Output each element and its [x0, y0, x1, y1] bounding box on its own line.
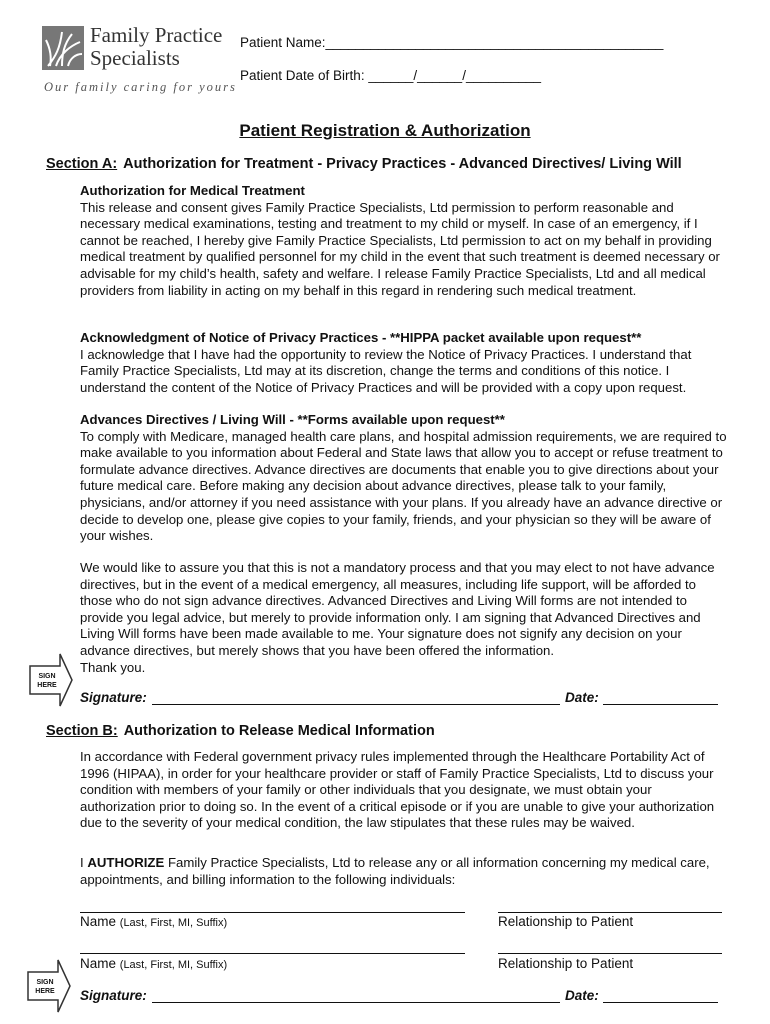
name-line-2[interactable]	[80, 953, 465, 954]
privacy-text: I acknowledge that I have had the opportunity to review the Notice of Privacy Practices. I understand that Family Practice Specialists, Ltd may at its discretion, change the terms and conditions of this notice. I understand the content of the Notice of Privacy Practices and will be provided with a copy upon request.	[80, 346, 692, 395]
section-b-intro-text: In accordance with Federal government privacy rules implemented through the Healthcare Portability Act of 1996 (HIPAA), in order for your healthcare provider or staff of Family Practice Specialists, Ltd to discuss your condition with members of your family or other individuals that you designate, we must obtain your authorization prior to doing so. In the event of a critical episode or if you are unable to give your authorization due to the severity of your medical condition, the law stipulates that these rules may be waived.	[80, 749, 715, 831]
date-b-line[interactable]	[603, 1002, 718, 1003]
sign-here-label-a: SIGN HERE	[37, 673, 57, 689]
patient-name-field[interactable]	[240, 35, 663, 50]
signature-b-line[interactable]	[152, 1002, 560, 1003]
directives-block	[80, 412, 730, 545]
section-a-title: Authorization for Treatment - Privacy Practices - Advanced Directives/ Living Will	[123, 156, 682, 172]
treatment-title: Authorization for Medical Treatment	[80, 183, 305, 198]
date-a-line[interactable]	[603, 704, 718, 705]
thank-you-text: Thank you.	[80, 659, 146, 675]
relationship-line-1[interactable]	[498, 912, 722, 913]
patient-name-blank[interactable]: _____________________________________________	[325, 35, 664, 50]
dob-blank[interactable]: ______/______/__________	[368, 68, 542, 83]
authorize-text: Family Practice Specialists, Ltd to release any or all information concerning my medical care, appointments, and billing information to the following individuals:	[80, 855, 710, 887]
signature-b-label: Signature:	[80, 988, 147, 1003]
authorize-word: AUTHORIZE	[87, 855, 165, 870]
relationship-label-1: Relationship to Patient	[498, 914, 634, 929]
logo-name-line2: Specialists	[90, 46, 180, 70]
logo-tagline: Our family caring for yours	[44, 80, 237, 94]
name-line-1[interactable]	[80, 912, 465, 913]
assurance-text: We would like to assure you that this is not a mandatory process and that you may elect to not have advance directives, but in the event of a medical emergency, all measures, including life support, will be afforded to those who do not sign advance directives. Advanced Directives and Living Will forms are not intended to provide you legal advice, but merely to provide information only. I am signing that Advanced Directives and Living Will forms have been made available to me. Your signature does not signify any decision on your advance directives, but merely shows that you have been offered the information.	[80, 560, 715, 658]
privacy-title: Acknowledgment of Notice of Privacy Practices - **HIPPA packet available upon request**	[80, 330, 642, 345]
section-b-title: Authorization to Release Medical Information	[123, 723, 435, 739]
section-b-intro	[80, 749, 730, 832]
assurance-block	[80, 560, 730, 676]
section-a-body	[80, 183, 730, 299]
name-text: Name	[80, 956, 117, 971]
name-hint: (Last, First, MI, Suffix)	[119, 959, 228, 971]
name-hint: (Last, First, MI, Suffix)	[119, 917, 228, 929]
date-b-label: Date:	[565, 988, 599, 1003]
authorize-block	[80, 855, 730, 888]
signature-a-label: Signature:	[80, 690, 147, 705]
section-b-heading	[46, 723, 435, 739]
dob-field[interactable]	[240, 68, 541, 83]
relationship-label-2: Relationship to Patient	[498, 956, 634, 971]
patient-name-label: Patient Name:	[240, 35, 326, 50]
page-title: Patient Registration & Authorization	[239, 121, 531, 140]
dob-label: Patient Date of Birth:	[240, 68, 365, 83]
sign-here-arrow-a	[28, 652, 74, 708]
name-text: Name	[80, 914, 117, 929]
logo-name-line1: Family Practice	[90, 23, 223, 47]
logo-name	[90, 24, 222, 70]
authorize-prefix: I	[80, 855, 84, 870]
section-b-label: Section B:	[46, 723, 118, 739]
treatment-text: This release and consent gives Family Practice Specialists, Ltd permission to perform reasonable and necessary medical examinations, testing and treatment to my child or myself. In case of an emergency, if I cannot be reached, I hereby give Family Practice Specialists, Ltd permission to act on my behalf in providing medical treatment by qualified personnel for my child in the event that such treatment is deemed necessary or advisable for my child’s health, safety and welfare. I release Family Practice Specialists, Ltd and all medical providers from liability in acting on my behalf in this regard in rendering such medical treatment.	[80, 199, 720, 298]
sign-here-label-b: SIGN HERE	[35, 979, 55, 995]
date-a-label: Date:	[565, 690, 599, 705]
name-label-1	[80, 914, 227, 929]
sign-here-arrow-b	[26, 958, 72, 1014]
signature-a-line[interactable]	[152, 704, 560, 705]
practice-logo	[42, 23, 237, 99]
name-label-2	[80, 956, 227, 971]
privacy-block	[80, 330, 730, 396]
section-a-heading	[46, 156, 682, 172]
directives-title: Advances Directives / Living Will - **Forms available upon request**	[80, 412, 505, 427]
leaf-logo-icon	[42, 26, 84, 70]
relationship-line-2[interactable]	[498, 953, 722, 954]
section-a-label: Section A:	[46, 156, 118, 172]
directives-text: To comply with Medicare, managed health care plans, and hospital admission requirements, we are required to make available to you information about Federal and State laws that allow you to accept or refuse treatment to formulate advance directives. Advance directives are documents that enable you to give directions about your future medical care. Before making any decision about advance directives, please talk to your family, physicians, and/or attorney if you need assistance with your plans. If you already have an advance directive or decide to develop one, please give copies to your family, friends, and your physician so they will be aware of your wishes.	[80, 428, 727, 544]
